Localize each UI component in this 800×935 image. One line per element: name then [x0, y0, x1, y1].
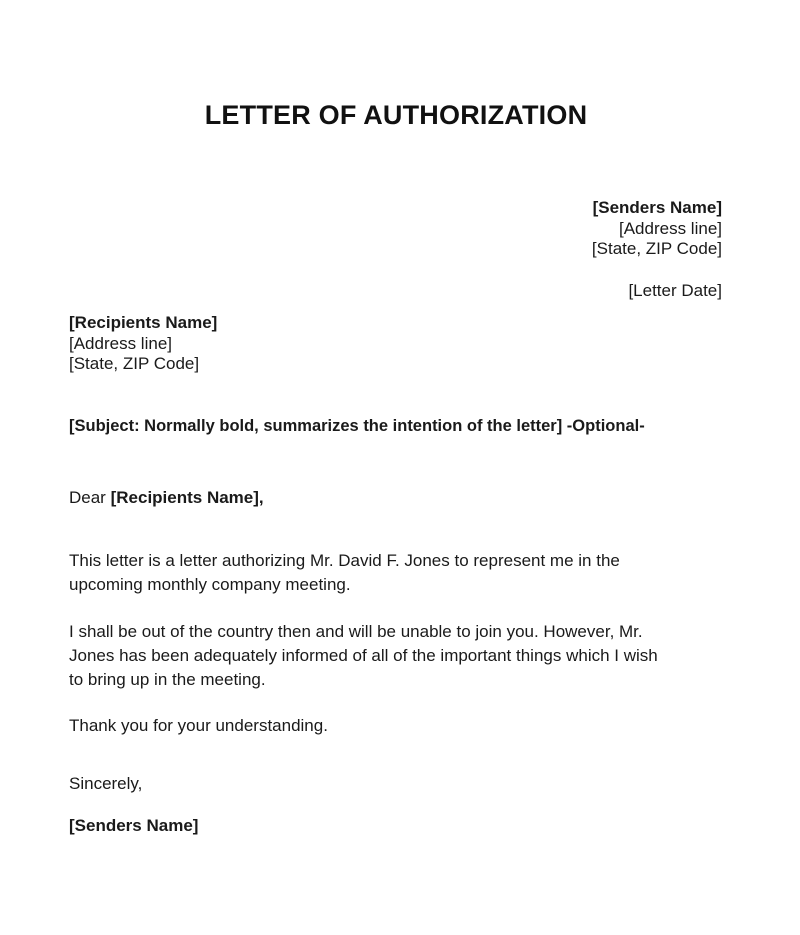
recipient-name: [Recipients Name]	[69, 313, 218, 332]
subject-line: [Subject: Normally bold, summarizes the intention of the letter] -Optional-	[69, 417, 645, 435]
paragraph-line: to bring up in the meeting.	[69, 670, 266, 689]
salutation-name: [Recipients Name],	[110, 488, 264, 507]
letter-title: LETTER OF AUTHORIZATION	[204, 100, 588, 130]
recipient-state-zip: [State, ZIP Code]	[69, 354, 200, 373]
sender-name: [Senders Name]	[592, 198, 722, 217]
paragraph-line: Jones has been adequately informed of all of the important things which I wish	[69, 646, 658, 665]
paragraph-line: This letter is a letter authorizing Mr. David F. Jones to represent me in the	[69, 551, 620, 570]
sender-state-zip: [State, ZIP Code]	[591, 239, 722, 258]
signature-name: [Senders Name]	[69, 816, 199, 835]
recipient-address-block	[69, 313, 217, 375]
salutation	[69, 487, 264, 509]
closing: Sincerely,	[69, 774, 143, 793]
body-paragraph-3	[69, 714, 729, 738]
sender-address-block	[592, 198, 722, 260]
recipient-address-line: [Address line]	[69, 333, 172, 353]
paragraph-line: Thank you for your understanding.	[69, 716, 328, 735]
paragraph-line: I shall be out of the country then and will be unable to join you. However, Mr.	[69, 622, 643, 641]
salutation-greeting: Dear	[69, 488, 106, 507]
sender-address-line: [Address line]	[619, 218, 722, 238]
body-paragraph-1	[69, 549, 729, 597]
letter-date: [Letter Date]	[628, 281, 722, 300]
body-paragraph-2	[69, 620, 729, 692]
paragraph-line: upcoming monthly company meeting.	[69, 575, 351, 594]
